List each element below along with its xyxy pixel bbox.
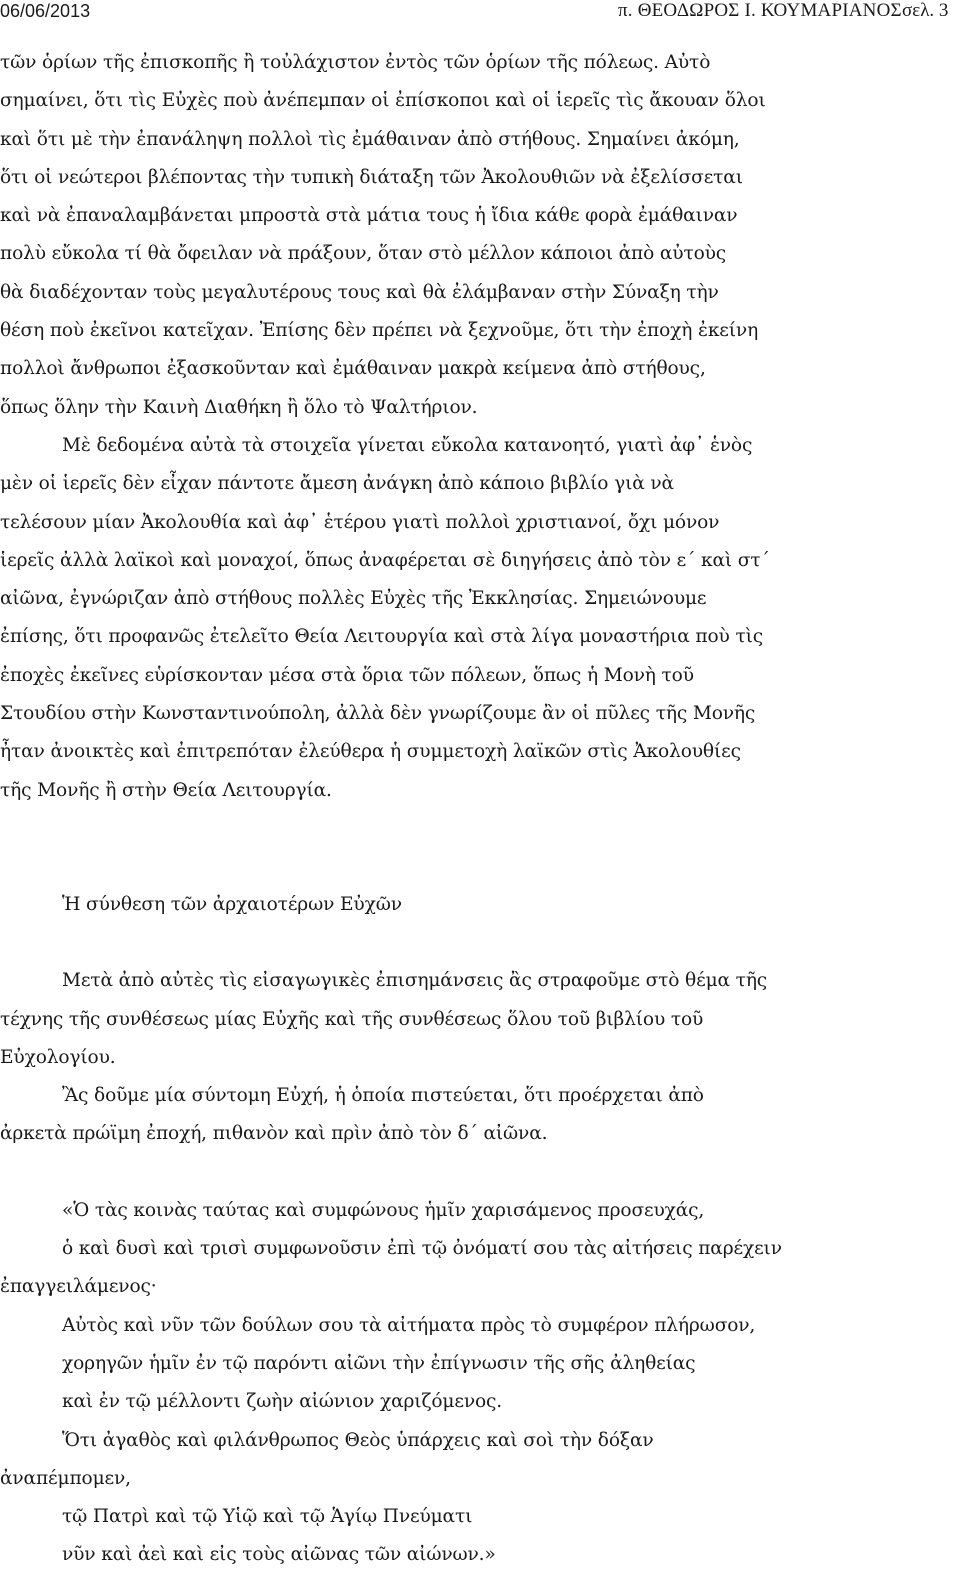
prayer-line: τῷ Πατρὶ καὶ τῷ Υἱῷ καὶ τῷ Ἁγίῳ Πνεύματι [62, 1506, 473, 1528]
paragraph-4 [0, 1077, 960, 1154]
text-line: μὲν οἱ ἱερεῖς δὲν εἶχαν πάντοτε ἄμεση ἀνάγκη ἀπὸ κάποιο βιβλίο γιὰ νὰ [0, 473, 674, 495]
text-line: σημαίνει, ὅτι τὶς Εὐχὲς ποὺ ἀνέπεμπαν οἱ ἐπίσκοποι καὶ οἱ ἱερεῖς τὶς ἄκουαν ὅλοι [0, 90, 766, 112]
prayer-line: Αὐτὸς καὶ νῦν τῶν δούλων σου τὰ αἰτήματα πρὸς τὸ συμφέρον πλήρωσον, [62, 1314, 756, 1336]
prayer-line: χορηγῶν ἡμῖν ἐν τῷ παρόντι αἰῶνι τὴν ἐπίγνωσιν τῆς σῆς ἀληθείας [62, 1352, 696, 1374]
text-line: τῶν ὁρίων τῆς ἐπισκοπῆς ἢ τοὐλάχιστον ἐντὸς τῶν ὁρίων τῆς πόλεως. Αὐτὸ [0, 52, 711, 73]
text-line: τέχνης τῆς συνθέσεως μίας Εὐχῆς καὶ τῆς συνθέσεως ὅλου τοῦ βιβλίου τοῦ [0, 1008, 704, 1030]
header-author: π. ΘΕΟΔΩΡΟΣ Ι. ΚΟΥΜΑΡΙΑΝΟΣ [618, 0, 902, 21]
prayer-line: Ὅτι ἀγαθὸς καὶ φιλάνθρωπος Θεὸς ὑπάρχεις καὶ σοὶ τὴν δόξαν [62, 1429, 654, 1451]
spacer [0, 924, 960, 962]
prayer-line: ἐπαγγειλάμενος· [0, 1276, 157, 1298]
spacer [0, 810, 960, 848]
text-line: Ἂς δοῦμε μία σύντομη Εὐχή, ἡ ὁποία πιστεύεται, ὅτι προέρχεται ἀπὸ [62, 1085, 704, 1107]
prayer-line: νῦν καὶ ἀεὶ καὶ εἰς τοὺς αἰῶνας τῶν αἰώνων.» [62, 1544, 496, 1566]
text-line: θὰ διαδέχονταν τοὺς μεγαλυτέρους τους καὶ θὰ ἐλάμβαναν στὴν Σύναξη τὴν [0, 281, 719, 303]
header-date: 06/06/2013 [0, 1, 91, 21]
text-line: αἰῶνα, ἐγνώριζαν ἀπὸ στήθους πολλὲς Εὐχὲς τῆς Ἐκκλησίας. Σημειώνουμε [0, 588, 707, 610]
text-line: θέση ποὺ ἐκεῖνοι κατεῖχαν. Ἐπίσης δὲν πρέπει νὰ ξεχνοῦμε, ὅτι τὴν ἐποχὴ ἐκείνη [0, 320, 759, 342]
text-line: Μετὰ ἀπὸ αὐτὲς τὶς εἰσαγωγικὲς ἐπισημάνσεις ἂς στραφοῦμε στὸ θέμα τῆς [62, 970, 768, 992]
text-line: καὶ νὰ ἐπαναλαμβάνεται μπροστὰ στὰ μάτια τους ἡ ἴδια κάθε φορὰ ἐμάθαιναν [0, 205, 738, 227]
prayer-line: ὁ καὶ δυσὶ καὶ τρισὶ συμφωνοῦσιν ἐπὶ τῷ ὀνόματί σου τὰς αἰτήσεις παρέχειν [62, 1238, 782, 1260]
prayer-quote [0, 1192, 960, 1575]
prayer-line: καὶ ἐν τῷ μέλλοντι ζωὴν αἰώνιον χαριζόμενος. [62, 1391, 503, 1413]
text-line: ἐπίσης, ὅτι προφανῶς ἐτελεῖτο Θεία Λειτουργία καὶ στὰ λίγα μοναστήρια ποὺ τὶς [0, 626, 764, 648]
prayer-line: «Ὁ τὰς κοινὰς ταύτας καὶ συμφώνους ἡμῖν χαρισάμενος προσευχάς, [62, 1199, 705, 1221]
spacer [0, 848, 960, 886]
paragraph-1 [0, 44, 960, 427]
text-line: ὅτι οἱ νεώτεροι βλέποντας τὴν τυπικὴ διάταξη τῶν Ἀκολουθιῶν νὰ ἐξελίσσεται [0, 166, 743, 188]
text-line: ἀρκετὰ πρώϊμη ἐποχή, πιθανὸν καὶ πρὶν ἀπὸ τὸν δ΄ αἰῶνα. [0, 1123, 548, 1145]
document-body [0, 44, 960, 1575]
text-line: τελέσουν μίαν Ἀκολουθία καὶ ἀφ᾽ ἑτέρου γιατὶ πολλοὶ χριστιανοί, ὄχι μόνον [0, 511, 720, 533]
paragraph-2 [0, 427, 960, 810]
header-page-number: σελ. 3 [902, 0, 949, 21]
paragraph-3 [0, 962, 960, 1077]
text-line: πολλοὶ ἄνθρωποι ἐξασκοῦνταν καὶ ἐμάθαιναν μακρὰ κείμενα ἀπὸ στήθους, [0, 358, 706, 380]
text-line: ἦταν ἀνοικτὲς καὶ ἐπιτρεπόταν ἐλεύθερα ἡ συμμετοχὴ λαϊκῶν στὶς Ἀκολουθίες [0, 741, 741, 763]
prayer-line: ἀναπέμπομεν, [0, 1467, 131, 1489]
text-line: ἐποχὲς ἐκεῖνες εὑρίσκονταν μέσα στὰ ὅρια τῶν πόλεων, ὅπως ἡ Μονὴ τοῦ [0, 664, 694, 686]
spacer [0, 1154, 960, 1192]
text-line: Εὐχολογίου. [0, 1046, 116, 1068]
text-line: πολὺ εὔκολα τί θὰ ὄφειλαν νὰ πράξουν, ὅταν στὸ μέλλον κάποιοι ἀπὸ αὐτοὺς [0, 243, 727, 265]
text-line: Στουδίου στὴν Κωνσταντινούπολη, ἀλλὰ δὲν γνωρίζουμε ἂν οἱ πῦλες τῆς Μονῆς [0, 703, 756, 725]
section-heading: Ἡ σύνθεση τῶν ἀρχαιοτέρων Εὐχῶν [62, 893, 402, 915]
text-line: ὅπως ὅλην τὴν Καινὴ Διαθήκη ἢ ὅλο τὸ Ψαλτήριον. [0, 396, 478, 418]
page-header [0, 0, 960, 30]
text-line: τῆς Μονῆς ἢ στὴν Θεία Λειτουργία. [0, 779, 332, 801]
text-line: Μὲ δεδομένα αὐτὰ τὰ στοιχεῖα γίνεται εὔκολα κατανοητό, γιατὶ ἀφ᾽ ἑνὸς [62, 434, 753, 456]
text-line: καὶ ὅτι μὲ τὴν ἐπανάληψη πολλοὶ τὶς ἐμάθαιναν ἀπὸ στήθους. Σημαίνει ἀκόμη, [0, 128, 740, 150]
text-line: ἱερεῖς ἀλλὰ λαϊκοὶ καὶ μοναχοί, ὅπως ἀναφέρεται σὲ διηγήσεις ἀπὸ τὸν ε΄ καὶ στ΄ [0, 549, 770, 571]
